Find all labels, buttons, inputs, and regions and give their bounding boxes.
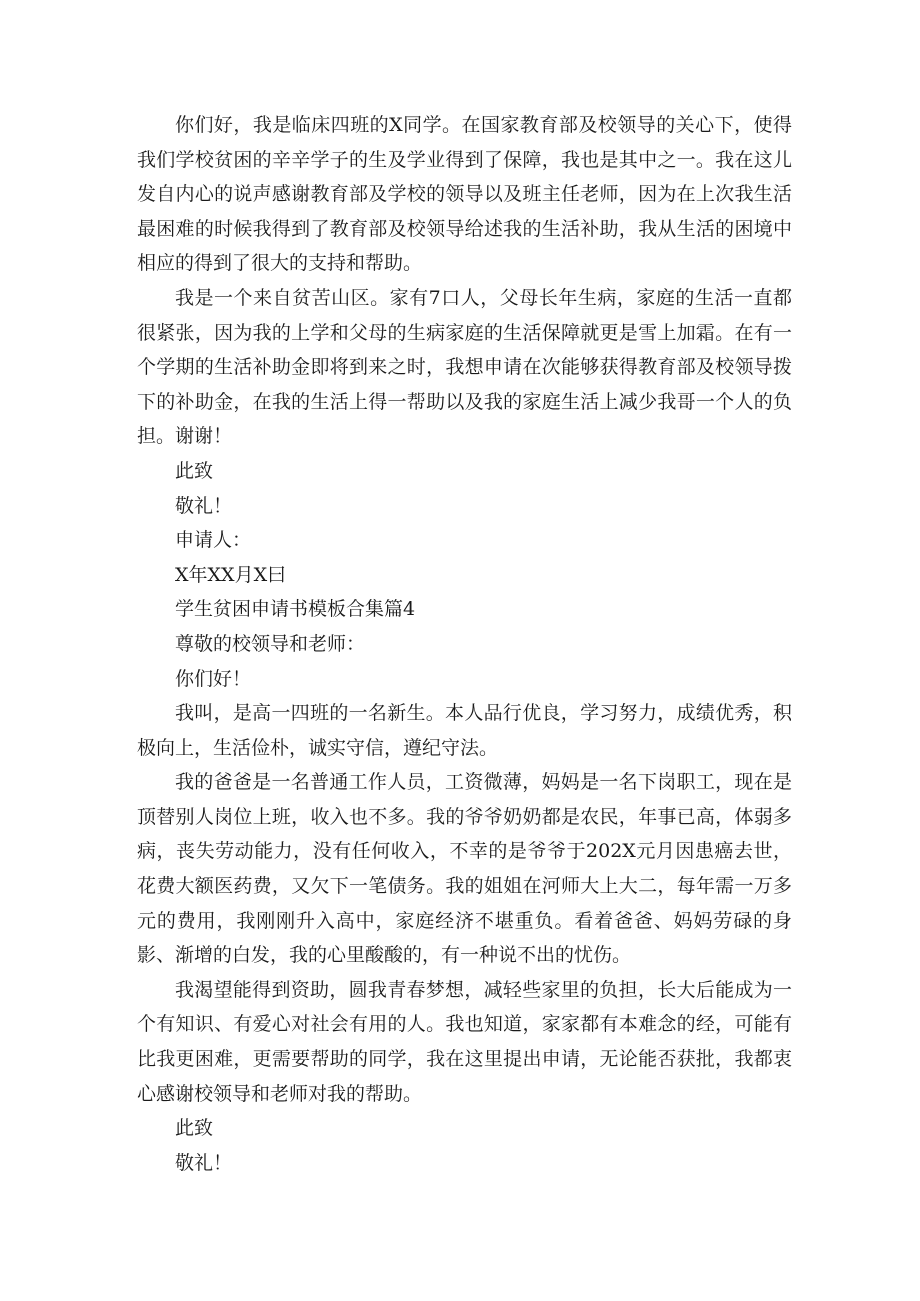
paragraph-family-situation: 我是一个来自贫苦山区。家有7口人，父母长年生病，家庭的生活一直都很紧张，因为我的上学和父母的生病家庭的生活保障就更是雪上加霜。在有一个学期的生活补助金即将到来之时，我想申请在次能够获得教育部及校领导拨下的补助金，在我的生活上得一帮助以及我的家庭生活上减少我哥一个人的负担。谢谢！ [137,286,792,448]
closing-phrase-2: 此致 [175,1117,214,1140]
greeting: 你们好！ [175,667,252,690]
document-body [137,108,792,1180]
closing-phrase: 此致 [175,459,214,482]
addressee: 尊敬的校领导和老师： [175,632,366,655]
section-title: 学生贫困申请书模板合集篇4 [175,598,416,621]
paragraph-family-hardship: 我的爸爸是一名普通工作人员，工资微薄，妈妈是一名下岗职工，现在是顶替别人岗位上班，收入也不多。我的爷爷奶奶都是农民，年事已高，体弱多病，丧失劳动能力，没有任何收入，不幸的是爷爷于202X元月因患癌去世，花费大额医药费，又欠下一笔债务。我的姐姐在河师大上大二，每年需一万多元的费用，我刚刚升入高中，家庭经济不堪重负。看着爸爸、妈妈劳碌的身影、渐增的白发，我的心里酸酸的，有一种说不出的忧伤。 [137,771,792,967]
paragraph-aspiration: 我渴望能得到资助，圆我青春梦想，减轻些家里的负担，长大后能成为一个有知识、有爱心对社会有用的人。我也知道，家家都有本难念的经，可能有比我更困难，更需要帮助的同学，我在这里提出申请，无论能否获批，我都衷心感谢校领导和老师对我的帮助。 [137,978,792,1105]
salutation-2: 敬礼！ [175,1151,233,1174]
date-line: X年XX月X曰 [175,563,287,586]
paragraph-introduction: 我叫，是高一四班的一名新生。本人品行优良，学习努力，成绩优秀，积极向上，生活俭朴，诚实守信，遵纪守法。 [137,702,792,759]
paragraph-thanks: 你们好，我是临床四班的X同学。在国家教育部及校领导的关心下，使得我们学校贫困的辛辛学子的生及学业得到了保障，我也是其中之一。我在这儿发自内心的说声感谢教育部及学校的领导以及班主任老师，因为在上次我生活最困难的时候我得到了教育部及校领导给述我的生活补助，我从生活的困境中相应的得到了很大的支持和帮助。 [137,114,792,275]
salutation: 敬礼！ [175,494,233,517]
applicant-label: 申请人： [175,529,252,552]
